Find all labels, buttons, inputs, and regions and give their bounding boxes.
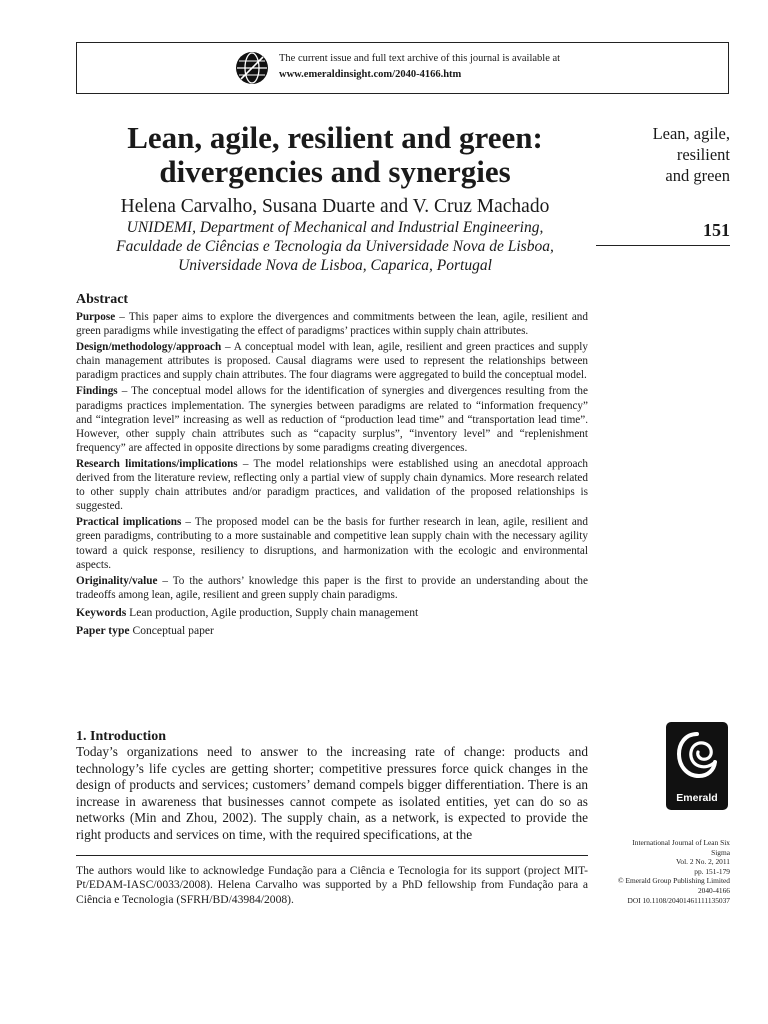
abstract-originality xyxy=(76,574,588,602)
purpose-label: Purpose xyxy=(76,311,116,323)
emerald-swirl-icon xyxy=(675,730,719,782)
paper-title-line-1: Lean, agile, resilient and green: xyxy=(127,120,543,155)
running-head-line-2: resilient xyxy=(676,145,730,164)
introduction-body: Today’s organizations need to answer to the increasing rate of change: products and technology’s life cycles are getting shorter; competitive pressures force quick changes in the design of products and services; customers’ demand compels bigger differentiation. There is an increase in awareness that businesses cannot compete as isolated entities, yet can do so as networks (Min and Zhou, 2002). The supply chain, as a network, is expected to provide the right products and services on time, with the required specifications, at the xyxy=(76,744,588,842)
practical-text: – The proposed model can be the basis for further research in lean, agile, resilient and green paradigms, contributing to a more sustainable and competitive lean supply chain with the necessary agility toward a quick response, resiliency to disruptions, and harmonization with the ecologic and environmental aspects. xyxy=(76,516,588,571)
emerald-logo-text: Emerald xyxy=(676,792,718,804)
journal-issn: 2040-4166 xyxy=(697,885,730,895)
journal-url-link[interactable]: www.emeraldinsight.com/2040-4166.htm xyxy=(279,69,462,80)
journal-pages: pp. 151-179 xyxy=(694,866,730,876)
keywords-label: Keywords xyxy=(76,605,127,619)
paper-type-text: Conceptual paper xyxy=(129,623,214,637)
abstract-practical xyxy=(76,515,588,571)
limitations-label: Research limitations/implications xyxy=(76,457,238,470)
journal-availability-box xyxy=(76,42,729,94)
journal-copyright: © Emerald Group Publishing Limited xyxy=(618,876,730,886)
keywords-text: Lean production, Agile production, Supply chain management xyxy=(126,605,419,619)
abstract-heading: Abstract xyxy=(76,292,129,307)
running-head-line-3: and green xyxy=(665,166,730,185)
page-number: 151 xyxy=(703,220,730,240)
abstract-paper-type xyxy=(76,624,588,638)
design-label: Design/methodology/approach xyxy=(76,341,222,354)
running-head-line-1: Lean, agile, xyxy=(652,124,730,143)
paper-title-line-2: divergencies and synergies xyxy=(159,154,511,189)
findings-text: – The conceptual model allows for the identification of synergies and divergences resulting from the paradigms practices implementation. The synergies between paradigms are related to “information frequency” and “integration level” increasing as well as reduction of “production lead time” and “transportation lead time”. However, other supply chain attributes such as “capacity surplus”, “inventory level” and “replenishment frequency” are affected in opposite directions by some paradigms creating divergences. xyxy=(76,385,588,454)
design-text: – A conceptual model with lean, agile, resilient and green practices and supply chain management attributes is proposed. Causal diagrams were used to represent the relationships between paradigm practices and supply chain attributes. The four diagrams were aggregated to build the conceptual model. xyxy=(76,341,588,382)
journal-volume: Vol. 2 No. 2, 2011 xyxy=(676,857,730,867)
affiliation-line-1: UNIDEMI, Department of Mechanical and Industrial Engineering, xyxy=(126,219,544,236)
author-list: Helena Carvalho, Susana Duarte and V. Cruz Machado xyxy=(120,196,550,217)
abstract-limitations xyxy=(76,457,588,513)
abstract-purpose xyxy=(76,310,588,338)
abstract-body xyxy=(76,310,588,640)
affiliation-line-2: Faculdade de Ciências e Tecnologia da Universidade Nova de Lisboa, xyxy=(116,238,554,255)
journal-name-line-2: Sigma xyxy=(711,847,730,857)
abstract-design xyxy=(76,340,588,382)
footnote-divider xyxy=(76,855,588,856)
practical-label: Practical implications xyxy=(76,516,182,529)
findings-label: Findings xyxy=(76,385,118,398)
originality-text: – To the authors’ knowledge this paper is the first to provide an understanding about the tradeoffs among lean, agile, resilient and green supply chain paradigms. xyxy=(76,574,588,601)
paper-type-label: Paper type xyxy=(76,623,130,637)
purpose-text: – This paper aims to explore the divergences and commitments between the lean, agile, resilient and green paradigms while investigating the effect of paradigms’ practices within supply chain attributes. xyxy=(76,311,588,338)
availability-text: The current issue and full text archive of this journal is available at xyxy=(279,53,561,64)
abstract-findings xyxy=(76,384,588,454)
originality-label: Originality/value xyxy=(76,574,158,587)
journal-doi: DOI 10.1108/20401461111135037 xyxy=(627,895,730,905)
running-head-divider xyxy=(596,245,730,246)
globe-icon xyxy=(235,51,269,85)
journal-name-line-1: International Journal of Lean Six xyxy=(632,838,730,847)
abstract-keywords xyxy=(76,606,588,620)
acknowledgement-footnote: The authors would like to acknowledge Fundação para a Ciência e Tecnologia for its support (project MIT-Pt/EDAM-IASC/0033/2008). Helena Carvalho was supported by a PhD fellowship from Fundação para a Ciência e Tecnologia (SFRH/BD/43984/2008). xyxy=(76,864,588,906)
journal-citation-info xyxy=(590,838,730,905)
introduction-heading: 1. Introduction xyxy=(76,729,166,744)
affiliation-line-3: Universidade Nova de Lisboa, Caparica, Portugal xyxy=(178,257,492,274)
limitations-text: – The model relationships were established using an anecdotal approach derived from the literature review, reflecting only a partial view of supply chain dynamics. More research related to other supply chain attributes and/or paradigm practices, and validation of the proposed relationships is suggested. xyxy=(76,457,588,513)
emerald-logo xyxy=(666,722,728,810)
